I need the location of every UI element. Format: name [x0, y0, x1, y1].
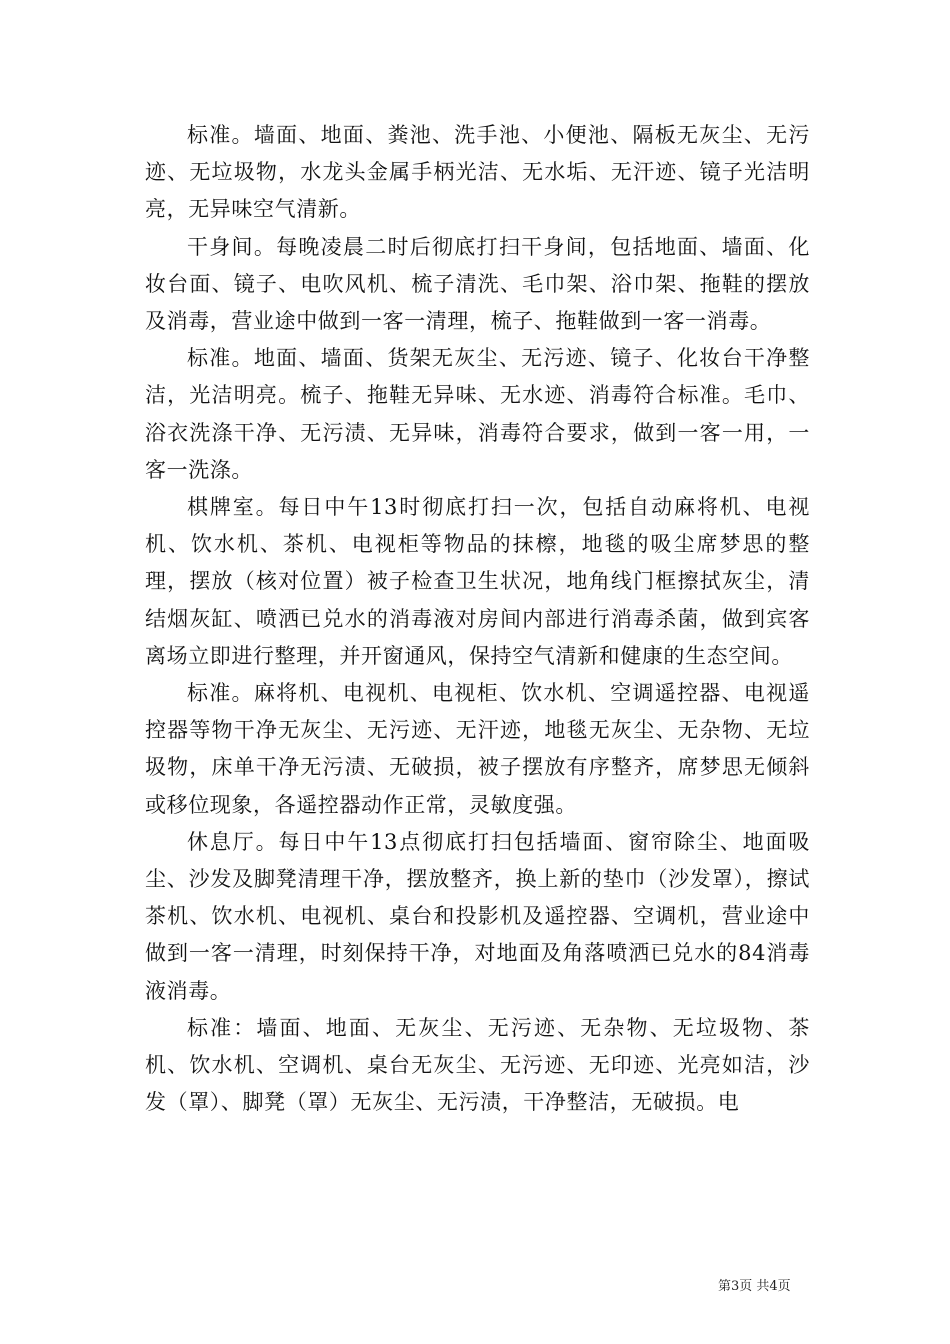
page-number-footer: 第3页 共4页 [718, 1279, 791, 1294]
paragraph-lounge: 休息厅。每日中午13点彻底打扫包括墙面、窗帘除尘、地面吸尘、沙发及脚凳清理干净，摆放整齐，换上新的垫巾（沙发罩），擦试茶机、饮水机、电视机、桌台和投影机及遥控器、空调机，营业途中做到一客一清理，时刻保持干净，对地面及角落喷洒已兑水的84消毒液消毒。 [145, 829, 810, 1003]
paragraph-dressing-room-standard: 标准。地面、墙面、货架无灰尘、无污迹、镜子、化妆台干净整洁，光洁明亮。梳子、拖鞋无异味、无水迹、消毒符合标准。毛巾、浴衣洗涤干净、无污渍、无异味，消毒符合要求，做到一客一用，一客一洗涤。 [145, 346, 810, 482]
document-body [145, 117, 810, 1121]
paragraph-toilet-standard: 标准。墙面、地面、粪池、洗手池、小便池、隔板无灰尘、无污迹、无垃圾物，水龙头金属手柄光洁、无水垢、无汗迹、镜子光洁明亮，无异味空气清新。 [145, 123, 810, 222]
paragraph-chess-room-standard: 标准。麻将机、电视机、电视柜、饮水机、空调遥控器、电视遥控器等物干净无灰尘、无污迹、无汗迹，地毯无灰尘、无杂物、无垃圾物，床单干净无污渍、无破损，被子摆放有序整齐，席梦思无倾斜或移位现象，各遥控器动作正常，灵敏度强。 [145, 681, 810, 817]
paragraph-chess-room: 棋牌室。每日中午13时彻底打扫一次，包括自动麻将机、电视机、饮水机、茶机、电视柜等物品的抹檫，地毯的吸尘席梦思的整理，摆放（核对位置）被子检查卫生状况，地角线门框擦拭灰尘，清结烟灰缸、喷洒已兑水的消毒液对房间内部进行消毒杀菌，做到宾客离场立即进行整理，并开窗通风，保持空气清新和健康的生态空间。 [145, 495, 810, 668]
paragraph-lounge-standard: 标准：墙面、地面、无灰尘、无污迹、无杂物、无垃圾物、茶机、饮水机、空调机、桌台无灰尘、无污迹、无印迹、光亮如洁，沙发（罩）、脚凳（罩）无灰尘、无污渍，干净整洁，无破损。电 [145, 1015, 810, 1115]
paragraph-dressing-room: 干身间。每晚凌晨二时后彻底打扫干身间，包括地面、墙面、化妆台面、镜子、电吹风机、梳子清洗、毛巾架、浴巾架、拖鞋的摆放及消毒，营业途中做到一客一清理，梳子、拖鞋做到一客一消毒。 [145, 234, 810, 334]
